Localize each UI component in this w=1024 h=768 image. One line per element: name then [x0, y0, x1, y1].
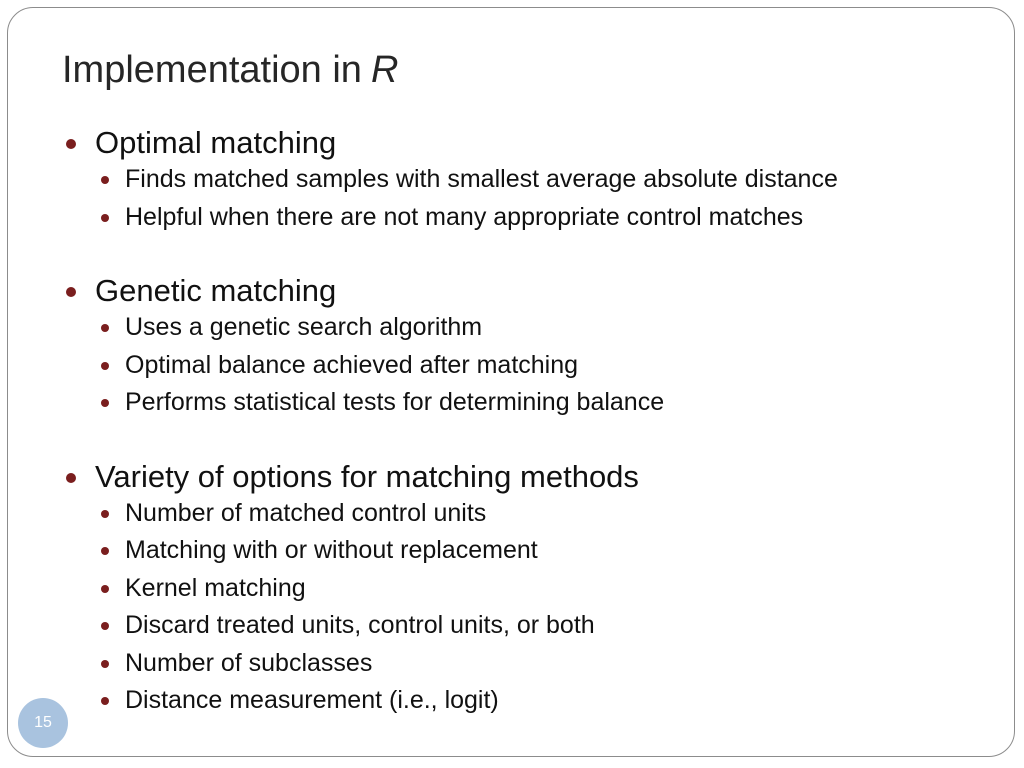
bullet-text: Helpful when there are not many appropriate control matches	[125, 202, 804, 231]
sub-bullet-dot-icon	[101, 362, 109, 370]
slide-title	[62, 48, 398, 92]
bullet-list	[58, 124, 998, 756]
bullet-level2	[58, 347, 998, 385]
page-number-badge	[18, 698, 68, 748]
slide-title-text: Implementation in	[62, 49, 362, 91]
bullet-text: Kernel matching	[125, 573, 306, 602]
bullet-dot-icon	[66, 287, 76, 297]
section-variety-of-options	[58, 458, 998, 720]
sub-bullet-dot-icon	[101, 176, 109, 184]
bullet-level2	[58, 384, 998, 422]
sub-bullet-dot-icon	[101, 399, 109, 407]
bullet-level2	[58, 570, 998, 608]
bullet-text: Distance measurement (i.e., logit)	[125, 686, 499, 714]
sub-bullet-dot-icon	[101, 697, 109, 705]
sub-bullet-dot-icon	[101, 585, 109, 593]
sub-bullet-dot-icon	[101, 547, 109, 555]
bullet-dot-icon	[66, 473, 76, 483]
section-heading: Optimal matching	[95, 125, 337, 160]
bullet-text: Finds matched samples with smallest average absolute distance	[125, 165, 838, 193]
bullet-level1	[58, 458, 998, 495]
page-number: 15	[34, 714, 52, 731]
bullet-text: Matching with or without replacement	[125, 536, 538, 564]
bullet-level1	[58, 124, 998, 161]
bullet-dot-icon	[66, 139, 76, 149]
bullet-level2	[58, 607, 998, 645]
bullet-level2	[58, 682, 998, 720]
bullet-text: Performs statistical tests for determining balance	[125, 388, 665, 416]
bullet-level2	[58, 161, 998, 199]
section-heading: Variety of options for matching methods	[95, 458, 639, 494]
bullet-level2	[58, 309, 998, 347]
section-genetic-matching	[58, 272, 998, 422]
sub-bullet-dot-icon	[101, 324, 109, 332]
bullet-text: Discard treated units, control units, or both	[125, 611, 595, 639]
bullet-text: Optimal balance achieved after matching	[125, 350, 579, 379]
sub-bullet-dot-icon	[101, 622, 109, 630]
sub-bullet-dot-icon	[101, 214, 109, 222]
slide	[7, 7, 1015, 757]
sub-bullet-dot-icon	[101, 510, 109, 518]
bullet-text: Number of matched control units	[125, 498, 487, 527]
slide-title-r: R	[370, 49, 399, 91]
bullet-level1	[58, 272, 998, 309]
bullet-text: Uses a genetic search algorithm	[125, 313, 483, 341]
sub-bullet-dot-icon	[101, 660, 109, 668]
bullet-level2	[58, 199, 998, 237]
section-optimal-matching	[58, 124, 998, 236]
bullet-level2	[58, 495, 998, 533]
section-heading: Genetic matching	[95, 273, 337, 308]
bullet-text: Number of subclasses	[125, 648, 373, 677]
bullet-level2	[58, 645, 998, 683]
bullet-level2	[58, 532, 998, 570]
